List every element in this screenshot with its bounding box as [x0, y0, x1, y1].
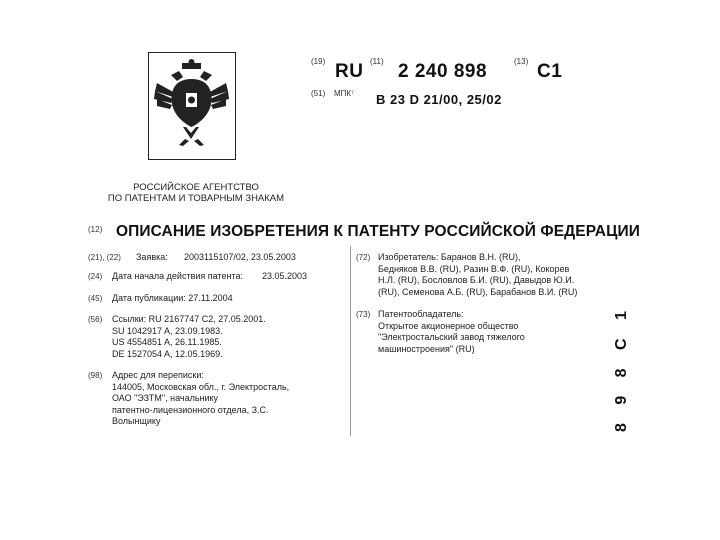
- citations: [112, 314, 266, 360]
- citation-line: SU 1042917 A, 23.09.1983.: [112, 325, 223, 336]
- inid-code-56: (56): [88, 315, 103, 324]
- effective-date-label: Дата начала действия патента:: [112, 271, 243, 281]
- citation-line: Ссылки: RU 2167747 C2, 27.05.2001.: [112, 314, 266, 324]
- address-line: ОАО "ЭЗТМ", начальнику: [112, 393, 219, 403]
- inid-code-72: (72): [356, 253, 371, 262]
- inid-code-11: (11): [370, 57, 384, 66]
- inid-code-51: (51): [311, 89, 326, 98]
- address-line: Волынщику: [112, 416, 161, 426]
- inventors: [378, 252, 577, 298]
- agency-name: [96, 182, 296, 204]
- inid-code-19: (19): [311, 57, 326, 66]
- inventor-line: Н.Л. (RU), Бословлов Б.И. (RU), Давыдов Ю.И.: [378, 275, 575, 285]
- holder-line: "Электростальский завод тяжелого: [378, 332, 525, 342]
- effective-date-value: 23.05.2003: [262, 271, 308, 281]
- inid-code-21-22: (21), (22): [88, 253, 121, 262]
- citation-line: DE 1527054 A, 12.05.1969.: [112, 348, 223, 359]
- application-value: 2003115107/02, 23.05.2003: [184, 252, 296, 262]
- holder-line: Открытое акционерное общество: [378, 320, 519, 331]
- patent-holder: [378, 309, 525, 355]
- agency-line-2: ПО ПАТЕНТАМ И ТОВАРНЫМ ЗНАКАМ: [107, 193, 285, 204]
- inid-code-45: (45): [88, 294, 103, 303]
- agency-line-1: РОССИЙСКОЕ АГЕНТСТВО: [133, 182, 259, 193]
- address-line: Адрес для переписки:: [112, 370, 204, 380]
- ipc-classification: B 23 D 21/00, 25/02: [376, 92, 502, 107]
- correspondence-address: [112, 370, 289, 428]
- publication-date: Дата публикации: 27.11.2004: [112, 293, 233, 303]
- address-line: патентно-лицензионного отдела, З.С.: [112, 404, 269, 415]
- patent-number: 2 240 898: [398, 61, 488, 82]
- holder-line: Патентообладатель:: [378, 309, 464, 319]
- inid-code-24: (24): [88, 272, 103, 281]
- vertical-patent-number: 8 9 8 C 1: [613, 304, 630, 432]
- double-headed-eagle-icon: [149, 53, 234, 158]
- column-divider: [350, 246, 351, 436]
- ipc-label: МПК⁷: [334, 89, 354, 98]
- inid-code-73: (73): [356, 310, 371, 319]
- inid-code-98: (98): [88, 371, 103, 380]
- citation-line: US 4554851 A, 26.11.1985.: [112, 337, 222, 347]
- country-code: RU: [335, 61, 364, 82]
- inventor-line: Бедняков В.В. (RU), Разин В.Ф. (RU), Кокорев: [378, 263, 570, 274]
- address-line: 144005, Московская обл., г. Электросталь,: [112, 381, 290, 392]
- inventor-line: Изобретатель: Баранов В.Н. (RU),: [378, 252, 521, 262]
- coat-of-arms-frame: [148, 52, 236, 160]
- inventor-line: (RU), Семенова А.Б. (RU), Барабанов В.И. (RU): [378, 286, 578, 297]
- inid-code-13: (13): [514, 57, 529, 66]
- application-label: Заявка:: [136, 252, 168, 262]
- document-title: ОПИСАНИЕ ИЗОБРЕТЕНИЯ К ПАТЕНТУ РОССИЙСКОЙ ФЕДЕРАЦИИ: [116, 223, 641, 240]
- holder-line: машиностроения" (RU): [378, 343, 475, 354]
- kind-code: C1: [537, 61, 563, 82]
- inid-code-12: (12): [88, 225, 103, 234]
